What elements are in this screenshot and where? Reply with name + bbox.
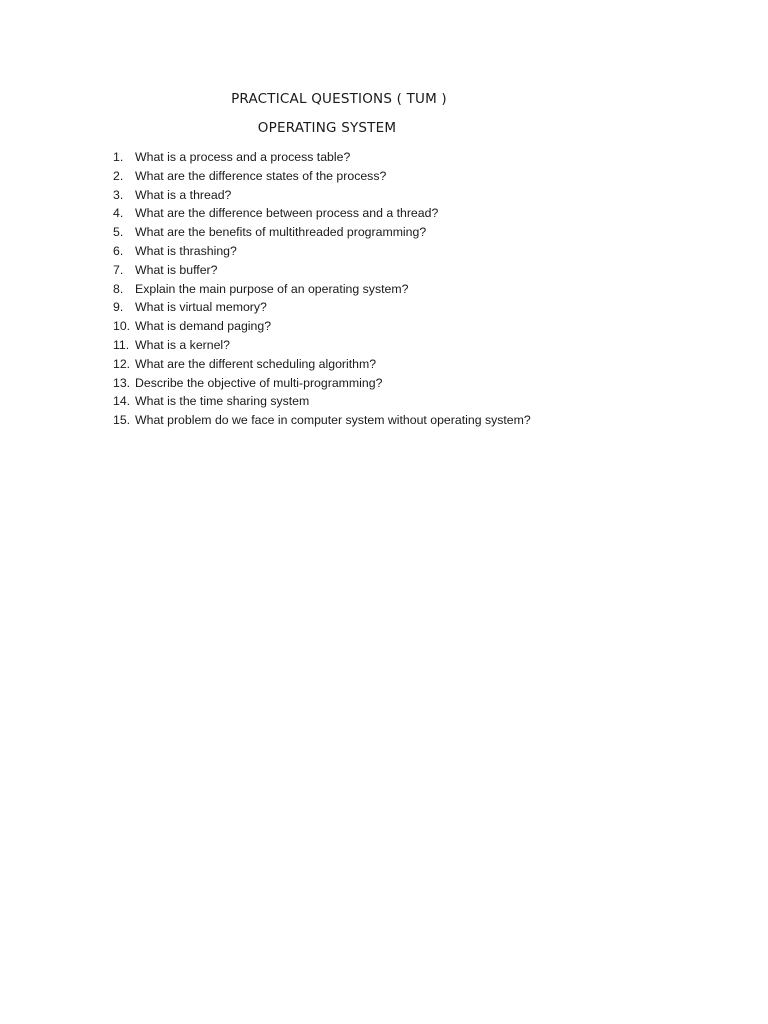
question-text: What are the benefits of multithreaded programming? [135, 225, 427, 240]
question-number: 9. [113, 300, 124, 315]
question-number: 14. [113, 394, 131, 409]
question-number: 13. [113, 375, 131, 390]
question-text: What is thrashing? [135, 243, 237, 258]
question-text: Explain the main purpose of an operating system? [135, 281, 409, 296]
question-item [106, 167, 726, 186]
question-item [106, 261, 726, 280]
question-item [106, 204, 726, 223]
question-text: What are the difference states of the process? [135, 168, 387, 183]
question-item [106, 280, 726, 299]
question-text: What are the difference between process and a thread? [135, 206, 439, 221]
question-number: 11. [113, 337, 130, 352]
question-text: What are the different scheduling algorithm? [135, 356, 377, 371]
question-item [106, 411, 726, 430]
question-item [106, 336, 726, 355]
question-text: What is a kernel? [135, 337, 231, 352]
question-number: 12. [113, 356, 131, 371]
question-number: 7. [113, 262, 124, 277]
question-number: 3. [113, 187, 124, 202]
question-text: What is a thread? [135, 187, 232, 202]
document-subtitle: OPERATING SYSTEM [257, 120, 397, 136]
question-item [106, 223, 726, 242]
question-text: Describe the objective of multi-programming? [135, 375, 383, 390]
question-list [106, 148, 726, 430]
question-item [106, 186, 726, 205]
question-number: 10. [113, 319, 131, 334]
question-number: 4. [113, 206, 124, 221]
question-text: What is buffer? [135, 262, 218, 277]
question-text: What is demand paging? [135, 319, 272, 334]
question-number: 1. [113, 150, 124, 164]
question-number: 2. [113, 168, 124, 183]
question-item [106, 242, 726, 261]
question-number: 15. [113, 413, 131, 428]
question-item [106, 298, 726, 317]
question-item [106, 355, 726, 374]
question-number: 5. [113, 225, 124, 240]
question-text: What problem do we face in computer system without operating system? [135, 413, 531, 428]
question-text: What is a process and a process table? [135, 150, 351, 164]
document-title: PRACTICAL QUESTIONS ( TUM ) [231, 91, 447, 107]
question-text: What is virtual memory? [135, 300, 267, 315]
question-item [106, 148, 726, 167]
question-item [106, 374, 726, 393]
question-number: 8. [113, 281, 124, 296]
question-item [106, 317, 726, 336]
question-text: What is the time sharing system [135, 394, 310, 409]
question-item [106, 392, 726, 411]
question-number: 6. [113, 243, 124, 258]
